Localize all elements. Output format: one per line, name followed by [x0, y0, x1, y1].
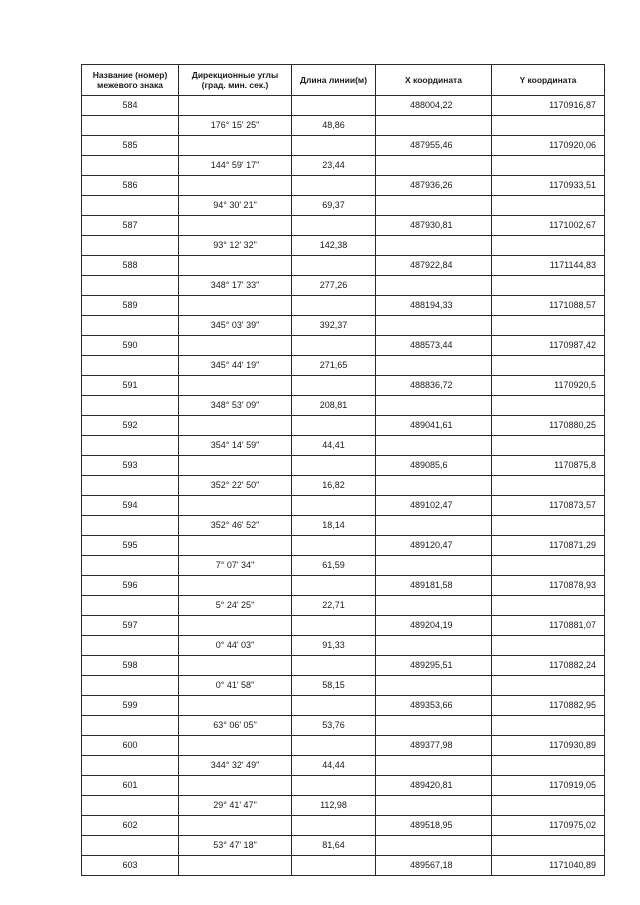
marker-name-cell: 595 — [82, 536, 179, 556]
marker-name-cell: 589 — [82, 296, 179, 316]
x-coordinate-cell: 488836,72 — [376, 376, 492, 396]
x-coordinate-cell — [376, 676, 492, 696]
y-coordinate-cell: 1170933,51 — [492, 176, 605, 196]
table-row — [82, 356, 605, 376]
y-coordinate-cell — [492, 356, 605, 376]
table-row — [82, 556, 605, 576]
y-coordinate-cell: 1170930,89 — [492, 736, 605, 756]
line-length-cell: 69,37 — [292, 196, 376, 216]
header-x-coordinate: X координата — [376, 65, 492, 96]
bearing-angle-cell — [179, 216, 292, 236]
table-row — [82, 416, 605, 436]
y-coordinate-cell: 1170873,57 — [492, 496, 605, 516]
marker-name-cell: 599 — [82, 696, 179, 716]
line-length-cell — [292, 576, 376, 596]
x-coordinate-cell — [376, 636, 492, 656]
bearing-angle-cell: 352° 46' 52" — [179, 516, 292, 536]
marker-name-cell — [82, 796, 179, 816]
table-row — [82, 456, 605, 476]
bearing-angle-cell: 29° 41' 47" — [179, 796, 292, 816]
marker-name-cell: 598 — [82, 656, 179, 676]
x-coordinate-cell: 487922,84 — [376, 256, 492, 276]
line-length-cell: 112,98 — [292, 796, 376, 816]
header-marker-name: Название (номер) межевого знака — [82, 65, 179, 96]
bearing-angle-cell — [179, 696, 292, 716]
line-length-cell — [292, 136, 376, 156]
y-coordinate-cell — [492, 116, 605, 136]
table-header-row — [82, 65, 605, 96]
bearing-angle-cell — [179, 96, 292, 116]
x-coordinate-cell — [376, 196, 492, 216]
y-coordinate-cell: 1170882,24 — [492, 656, 605, 676]
y-coordinate-cell: 1170919,05 — [492, 776, 605, 796]
table-row — [82, 376, 605, 396]
table-row — [82, 96, 605, 116]
bearing-angle-cell — [179, 536, 292, 556]
table-row — [82, 476, 605, 496]
y-coordinate-cell — [492, 836, 605, 856]
table-row — [82, 736, 605, 756]
bearing-angle-cell: 345° 03' 39" — [179, 316, 292, 336]
x-coordinate-cell — [376, 556, 492, 576]
boundary-coordinates-table — [81, 64, 605, 876]
marker-name-cell: 588 — [82, 256, 179, 276]
marker-name-cell: 586 — [82, 176, 179, 196]
bearing-angle-cell: 348° 17' 33" — [179, 276, 292, 296]
y-coordinate-cell: 1170882,95 — [492, 696, 605, 716]
x-coordinate-cell — [376, 476, 492, 496]
marker-name-cell — [82, 236, 179, 256]
header-y-coordinate: Y координата — [492, 65, 605, 96]
table-row — [82, 756, 605, 776]
x-coordinate-cell: 489102,47 — [376, 496, 492, 516]
y-coordinate-cell: 1170880,25 — [492, 416, 605, 436]
y-coordinate-cell: 1170871,29 — [492, 536, 605, 556]
x-coordinate-cell — [376, 756, 492, 776]
marker-name-cell — [82, 596, 179, 616]
bearing-angle-cell: 0° 44' 03" — [179, 636, 292, 656]
table-row — [82, 596, 605, 616]
bearing-angle-cell — [179, 776, 292, 796]
table-row — [82, 576, 605, 596]
bearing-angle-cell: 0° 41' 58" — [179, 676, 292, 696]
x-coordinate-cell — [376, 236, 492, 256]
line-length-cell: 58,15 — [292, 676, 376, 696]
line-length-cell — [292, 616, 376, 636]
table-row — [82, 236, 605, 256]
bearing-angle-cell: 354° 14' 59" — [179, 436, 292, 456]
table-row — [82, 836, 605, 856]
line-length-cell: 81,64 — [292, 836, 376, 856]
line-length-cell — [292, 336, 376, 356]
bearing-angle-cell: 176° 15' 25" — [179, 116, 292, 136]
line-length-cell: 22,71 — [292, 596, 376, 616]
line-length-cell — [292, 776, 376, 796]
table-row — [82, 136, 605, 156]
table-row — [82, 216, 605, 236]
y-coordinate-cell — [492, 396, 605, 416]
marker-name-cell — [82, 156, 179, 176]
table-row — [82, 676, 605, 696]
marker-name-cell — [82, 316, 179, 336]
bearing-angle-cell — [179, 856, 292, 876]
line-length-cell — [292, 216, 376, 236]
line-length-cell: 392,37 — [292, 316, 376, 336]
x-coordinate-cell — [376, 156, 492, 176]
table-row — [82, 436, 605, 456]
line-length-cell — [292, 176, 376, 196]
table-row — [82, 656, 605, 676]
x-coordinate-cell — [376, 436, 492, 456]
marker-name-cell: 593 — [82, 456, 179, 476]
y-coordinate-cell: 1170916,87 — [492, 96, 605, 116]
table-row — [82, 256, 605, 276]
x-coordinate-cell: 488194,33 — [376, 296, 492, 316]
line-length-cell — [292, 496, 376, 516]
x-coordinate-cell — [376, 396, 492, 416]
bearing-angle-cell — [179, 296, 292, 316]
bearing-angle-cell — [179, 136, 292, 156]
document-page — [81, 64, 604, 872]
line-length-cell — [292, 536, 376, 556]
y-coordinate-cell: 1170975,02 — [492, 816, 605, 836]
x-coordinate-cell: 489377,98 — [376, 736, 492, 756]
bearing-angle-cell: 344° 32' 49" — [179, 756, 292, 776]
table-row — [82, 316, 605, 336]
y-coordinate-cell — [492, 276, 605, 296]
line-length-cell: 23,44 — [292, 156, 376, 176]
y-coordinate-cell: 1171144,83 — [492, 256, 605, 276]
marker-name-cell: 584 — [82, 96, 179, 116]
marker-name-cell: 597 — [82, 616, 179, 636]
line-length-cell — [292, 816, 376, 836]
x-coordinate-cell: 489120,47 — [376, 536, 492, 556]
y-coordinate-cell — [492, 516, 605, 536]
table-row — [82, 496, 605, 516]
bearing-angle-cell: 7° 07' 34" — [179, 556, 292, 576]
line-length-cell — [292, 696, 376, 716]
table-row — [82, 276, 605, 296]
x-coordinate-cell: 487955,46 — [376, 136, 492, 156]
marker-name-cell: 602 — [82, 816, 179, 836]
bearing-angle-cell — [179, 736, 292, 756]
x-coordinate-cell: 489041,61 — [376, 416, 492, 436]
x-coordinate-cell: 489567,18 — [376, 856, 492, 876]
marker-name-cell — [82, 716, 179, 736]
y-coordinate-cell — [492, 596, 605, 616]
table-row — [82, 176, 605, 196]
y-coordinate-cell — [492, 436, 605, 456]
x-coordinate-cell — [376, 516, 492, 536]
table-row — [82, 116, 605, 136]
table-row — [82, 696, 605, 716]
x-coordinate-cell — [376, 316, 492, 336]
line-length-cell: 53,76 — [292, 716, 376, 736]
marker-name-cell — [82, 436, 179, 456]
y-coordinate-cell — [492, 156, 605, 176]
x-coordinate-cell — [376, 356, 492, 376]
bearing-angle-cell — [179, 176, 292, 196]
bearing-angle-cell: 93° 12' 32" — [179, 236, 292, 256]
y-coordinate-cell — [492, 636, 605, 656]
marker-name-cell — [82, 676, 179, 696]
bearing-angle-cell — [179, 256, 292, 276]
y-coordinate-cell: 1171088,57 — [492, 296, 605, 316]
line-length-cell — [292, 256, 376, 276]
y-coordinate-cell — [492, 756, 605, 776]
table-row — [82, 856, 605, 876]
bearing-angle-cell — [179, 376, 292, 396]
header-line-length: Длина линии(м) — [292, 65, 376, 96]
bearing-angle-cell — [179, 576, 292, 596]
line-length-cell: 61,59 — [292, 556, 376, 576]
marker-name-cell: 591 — [82, 376, 179, 396]
table-row — [82, 196, 605, 216]
bearing-angle-cell — [179, 456, 292, 476]
line-length-cell: 44,41 — [292, 436, 376, 456]
x-coordinate-cell: 488004,22 — [376, 96, 492, 116]
y-coordinate-cell — [492, 316, 605, 336]
line-length-cell: 142,38 — [292, 236, 376, 256]
y-coordinate-cell — [492, 236, 605, 256]
table-row — [82, 636, 605, 656]
line-length-cell: 48,86 — [292, 116, 376, 136]
table-row — [82, 536, 605, 556]
line-length-cell: 91,33 — [292, 636, 376, 656]
marker-name-cell: 592 — [82, 416, 179, 436]
marker-name-cell — [82, 516, 179, 536]
x-coordinate-cell: 488573,44 — [376, 336, 492, 356]
x-coordinate-cell — [376, 596, 492, 616]
line-length-cell — [292, 376, 376, 396]
line-length-cell — [292, 656, 376, 676]
y-coordinate-cell — [492, 716, 605, 736]
marker-name-cell — [82, 476, 179, 496]
header-bearing-angle: Дирекционные углы (град. мин. сек.) — [179, 65, 292, 96]
line-length-cell — [292, 96, 376, 116]
y-coordinate-cell: 1171040,89 — [492, 856, 605, 876]
line-length-cell — [292, 416, 376, 436]
table-row — [82, 776, 605, 796]
bearing-angle-cell: 53° 47' 18" — [179, 836, 292, 856]
bearing-angle-cell: 94° 30' 21" — [179, 196, 292, 216]
y-coordinate-cell: 1170987,42 — [492, 336, 605, 356]
y-coordinate-cell: 1170920,06 — [492, 136, 605, 156]
x-coordinate-cell — [376, 836, 492, 856]
line-length-cell: 208,81 — [292, 396, 376, 416]
marker-name-cell — [82, 836, 179, 856]
table-row — [82, 296, 605, 316]
marker-name-cell: 603 — [82, 856, 179, 876]
bearing-angle-cell — [179, 656, 292, 676]
x-coordinate-cell: 487930,81 — [376, 216, 492, 236]
x-coordinate-cell: 489181,58 — [376, 576, 492, 596]
x-coordinate-cell: 489085,6 — [376, 456, 492, 476]
marker-name-cell — [82, 356, 179, 376]
bearing-angle-cell — [179, 496, 292, 516]
x-coordinate-cell — [376, 116, 492, 136]
y-coordinate-cell — [492, 196, 605, 216]
line-length-cell — [292, 736, 376, 756]
x-coordinate-cell: 489295,51 — [376, 656, 492, 676]
marker-name-cell: 600 — [82, 736, 179, 756]
marker-name-cell: 594 — [82, 496, 179, 516]
marker-name-cell: 590 — [82, 336, 179, 356]
table-row — [82, 796, 605, 816]
marker-name-cell — [82, 276, 179, 296]
bearing-angle-cell — [179, 816, 292, 836]
table-row — [82, 336, 605, 356]
y-coordinate-cell — [492, 556, 605, 576]
marker-name-cell — [82, 116, 179, 136]
bearing-angle-cell — [179, 616, 292, 636]
bearing-angle-cell: 144° 59' 17" — [179, 156, 292, 176]
bearing-angle-cell — [179, 416, 292, 436]
line-length-cell — [292, 296, 376, 316]
bearing-angle-cell: 63° 06' 05" — [179, 716, 292, 736]
marker-name-cell: 601 — [82, 776, 179, 796]
line-length-cell — [292, 456, 376, 476]
marker-name-cell — [82, 396, 179, 416]
line-length-cell: 271,65 — [292, 356, 376, 376]
x-coordinate-cell — [376, 716, 492, 736]
marker-name-cell: 596 — [82, 576, 179, 596]
x-coordinate-cell: 489420,81 — [376, 776, 492, 796]
line-length-cell: 18,14 — [292, 516, 376, 536]
bearing-angle-cell — [179, 336, 292, 356]
marker-name-cell: 587 — [82, 216, 179, 236]
table-row — [82, 396, 605, 416]
y-coordinate-cell: 1170875,8 — [492, 456, 605, 476]
line-length-cell: 44,44 — [292, 756, 376, 776]
y-coordinate-cell — [492, 796, 605, 816]
y-coordinate-cell — [492, 676, 605, 696]
table-row — [82, 516, 605, 536]
bearing-angle-cell: 348° 53' 09" — [179, 396, 292, 416]
x-coordinate-cell — [376, 796, 492, 816]
x-coordinate-cell: 489518,95 — [376, 816, 492, 836]
y-coordinate-cell: 1170920,5 — [492, 376, 605, 396]
x-coordinate-cell: 489204,19 — [376, 616, 492, 636]
x-coordinate-cell: 489353,66 — [376, 696, 492, 716]
table-row — [82, 716, 605, 736]
y-coordinate-cell: 1170881,07 — [492, 616, 605, 636]
line-length-cell: 16,82 — [292, 476, 376, 496]
line-length-cell — [292, 856, 376, 876]
bearing-angle-cell: 5° 24' 25" — [179, 596, 292, 616]
table-row — [82, 816, 605, 836]
x-coordinate-cell: 487936,26 — [376, 176, 492, 196]
bearing-angle-cell: 345° 44' 19" — [179, 356, 292, 376]
y-coordinate-cell: 1171002,67 — [492, 216, 605, 236]
line-length-cell: 277,26 — [292, 276, 376, 296]
table-row — [82, 156, 605, 176]
y-coordinate-cell: 1170878,93 — [492, 576, 605, 596]
marker-name-cell — [82, 556, 179, 576]
marker-name-cell: 585 — [82, 136, 179, 156]
marker-name-cell — [82, 636, 179, 656]
marker-name-cell — [82, 756, 179, 776]
bearing-angle-cell: 352° 22' 50" — [179, 476, 292, 496]
table-row — [82, 616, 605, 636]
marker-name-cell — [82, 196, 179, 216]
x-coordinate-cell — [376, 276, 492, 296]
y-coordinate-cell — [492, 476, 605, 496]
